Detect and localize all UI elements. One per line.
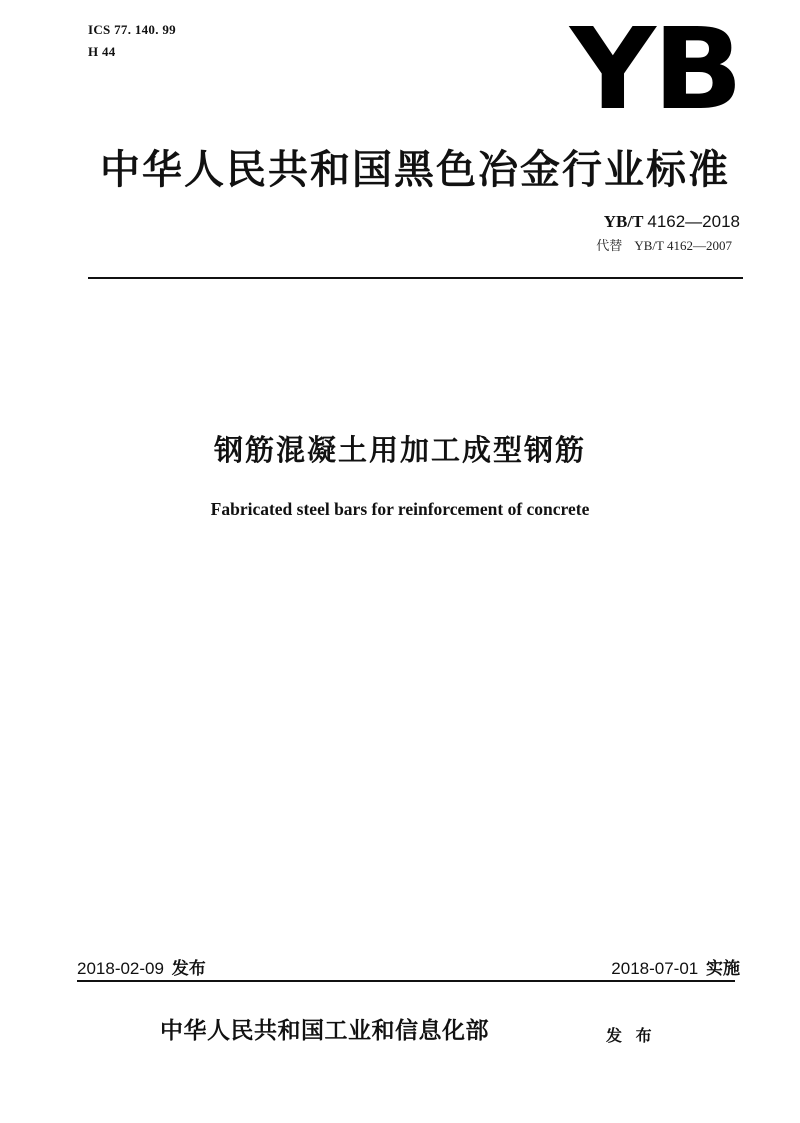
issue-label: 发布 [171,959,206,979]
issue-date: 2018-02-09 [77,959,164,978]
header-divider [88,277,743,279]
issue-date-line [77,954,206,979]
implement-date-line [611,954,740,979]
category-code: H 44 [88,44,116,59]
implement-date: 2018-07-01 [611,959,699,978]
industry-standard-title: 中华人民共和国黑色冶金行业标准 [100,147,730,193]
standard-number-value: 4162—2018 [647,212,740,231]
replaces-label: 代替 [596,239,623,254]
yb-logo: YB [569,5,740,135]
replaces-line [596,235,732,254]
ics-code: ICS 77. 140. 99 [88,22,176,37]
replaces-value: YB/T 4162—2007 [634,238,732,253]
document-title-chinese: 钢筋混凝土用加工成型钢筋 [213,433,586,467]
publish-label: 发 布 [606,1026,656,1045]
issuing-ministry: 中华人民共和国工业和信息化部 [160,1017,489,1044]
footer-divider [77,980,735,982]
standard-number [604,212,740,232]
implement-label: 实施 [706,959,740,979]
document-title-english: Fabricated steel bars for reinforcement of concrete [210,499,590,519]
standard-number-prefix: YB/T [603,212,644,231]
